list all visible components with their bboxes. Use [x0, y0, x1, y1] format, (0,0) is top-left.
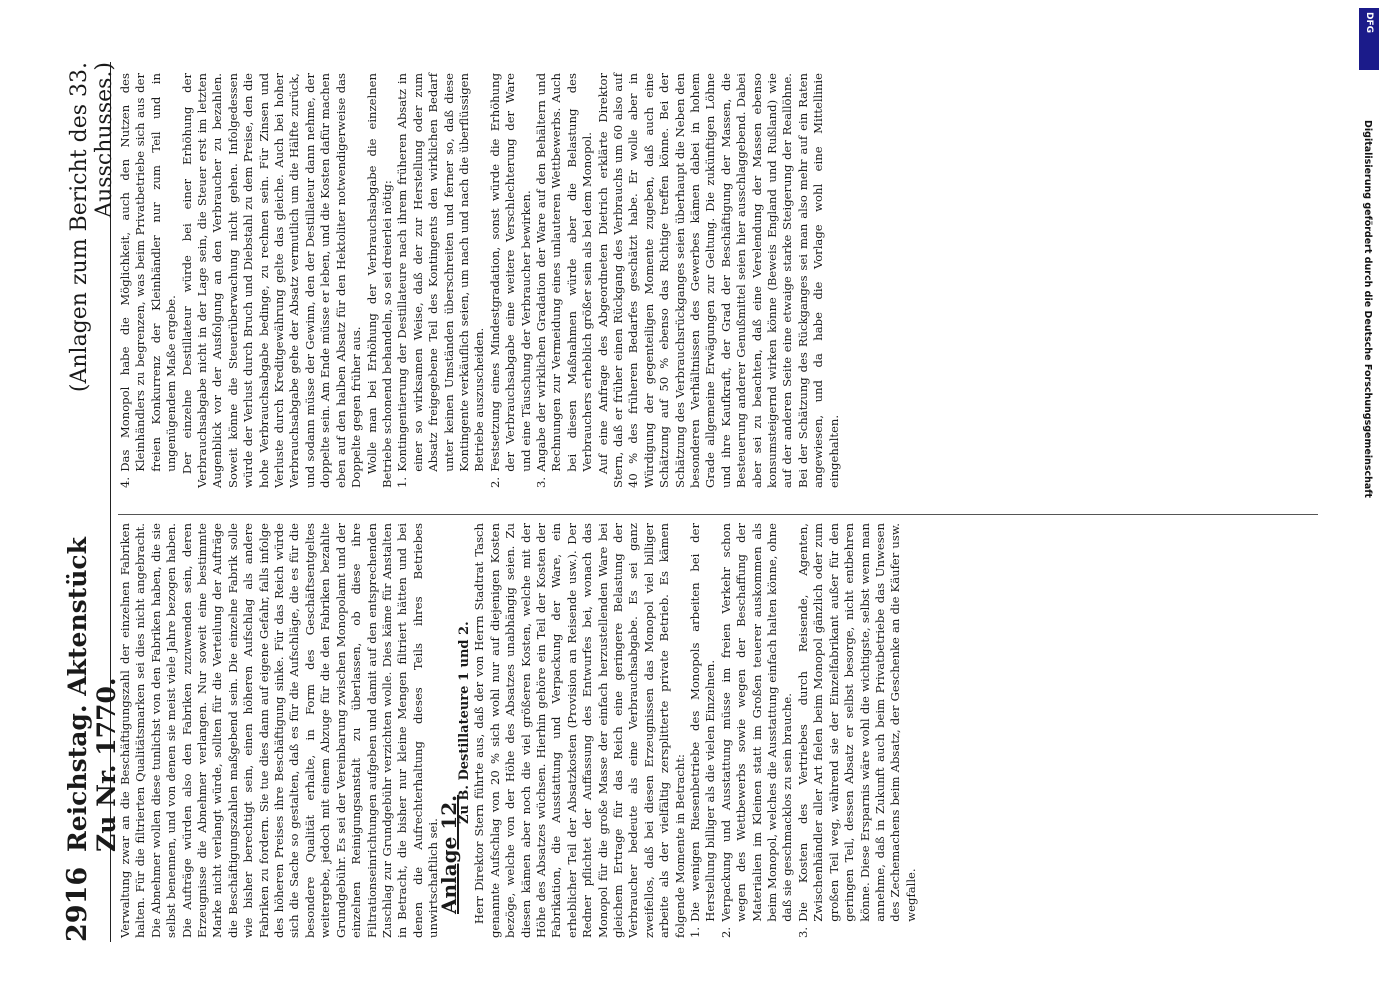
anlage-title: Anlage 12. — [436, 794, 461, 914]
numbered-list — [688, 523, 919, 938]
numbered-list — [395, 73, 595, 488]
header-title: Reichstag. Aktenstück Zu Nr. 1770. — [63, 537, 121, 852]
intro-paragraph: Verwaltung zwar an die Beschäftigungszahl der einzelnen Fabriken halten. Für die filtrierten Qualitätsmarken sei dies nicht angebracht. Die Abnehmer wollen diese tunlichst von den Fabriken haben, die sie selbst benennen, und von denen sie meist viele Jahre bezogen haben. Die Aufträge würden also den Fabriken zuzuwenden sein, deren Erzeugnisse die Abnehmer verlangen. Nur soweit eine bestimmte Marke nicht verlangt würde, sollten für die Verteilung der Aufträge die Beschäftigungszahlen maßgebend sein. Die einzelne Fabrik solle wie bisher berechtigt sein, einen höheren Aufschlag als andere Fabriken zu fordern. Sie tue dies dann auf eigene Gefahr, falls infolge des höheren Preises ihre Beschäftigung sinke. Für das Reich würde sich die Sache so gestalten, daß es für die Aufschläge, die es für die besondere Qualität erhalte, in Form des Geschäftsentgeltes weitergebe, jedoch mit einem Abzuge für die den Fabriken bezahlte Grundgebühr. Es sei der Vereinbarung zwischen Monopolamt und der einzelnen Reinigungsanstalt zu überlassen, ob diese ihre Filtrationseinrichtungen aufgeben und damit auf den entsprechenden Zuschlag zur Grundgebühr verzichten wolle. Dies käme für Anstalten in Betracht, die bisher nur kleine Mengen filtriert hätten und bei denen die Aufrechterhaltung dieses Teils ihres Betriebes unwirtschaftlich sei. — [118, 523, 441, 938]
header-subtitle: (Anlagen zum Bericht des 33. Ausschusses.) — [67, 62, 117, 393]
page-header — [62, 62, 121, 942]
right-column — [118, 73, 1338, 488]
list-item: 2.Festsetzung eines Mindestgradation, sonst würde die Erhöhung der Verbrauchsabgabe eine weitere Verschlechterung der Ware und eine Täuschung der Verbraucher bewirken. — [487, 73, 533, 488]
list-item: 1.Kontingentierung der Destillateure nach ihrem früheren Absatz in einer so wirksamen Weise, daß der zur Herstellung oder zum Absatz freigegebene Teil des Kontingents den wirklichen Bedarf unter keinen Umständen überschreiten und ferner so, daß diese Kontingente verkäuflich seien, um nach und nach die überflüssigen Betriebe auszuscheiden. — [395, 73, 487, 488]
page-number: 2916 — [62, 866, 93, 942]
column-divider — [118, 514, 1318, 515]
list-item: 1.Die wenigen Riesenbetriebe des Monopols arbeiten bei der Herstellung billiger als die vielen Einzelnen. — [688, 523, 718, 938]
paragraph: Herr Direktor Stern führte aus, daß der von Herrn Stadtrat Tasch genannte Aufschlag von 20 % sich wohl nur auf diejenigen Kosten bezöge, welche von der Höhe des Absatzes unabhängig seien. Zu diesen kämen aber noch die viel größeren Kosten, welche mit der Höhe des Absatzes wüchsen. Hierhin gehöre ein Teil der Kosten der Fabrikation, die Ausstattung und Verpackung der Ware, ein erheblicher Teil der Absatzkosten (Provision an Reisende usw.). Der Redner pflichtet der Auffassung des Entwurfes bei, wonach das Monopol für die große Masse der einfach herzustellenden Ware bei gleichem Ertrage für das Reich eine geringere Belastung der Verbraucher bedeute als eine Verbrauchsabgabe. Es sei ganz zweifellos, daß bei diesen Erzeugnissen das Monopol viel billiger arbeite als der vielfältig zersplitterte private Betrieb. Es kämen folgende Momente in Betracht: — [472, 523, 687, 938]
section-subhead: Zu B. Destillateure 1 und 2. — [456, 621, 472, 825]
paragraph: Wolle man bei Erhöhung der Verbrauchsabgabe die einzelnen Betriebe schonend behandeln, so sei dreierlei nötig: — [364, 73, 394, 488]
paragraph: Der einzelne Destillateur würde bei einer Erhöhung der Verbrauchsabgabe nicht in der Lage sein, die Steuer erst im letzten Augenblick vor der Ausfolgung an den Verbraucher zu bezahlen. Soweit könne die Steuerüberwachung nicht gehen. Infolgedessen würde der Verlust durch Bruch und Diebstahl zu dem Preise, den die hohe Verbrauchsabgabe bedinge, zu rechnen sein. Für Zinsen und Verluste durch Kreditgewährung gelte das gleiche. Auch bei hoher Verbrauchsabgabe gehe der Absatz vermutlich um die Hälfte zurück, und sodann müsse der Gewinn, den der Destillateur dann nehme, der doppelte sein. Am Ende müsse er leben, und die Kosten dafür machen eben auf den halben Absatz für den Hektoliter notwendigerweise das Doppelte gegen früher aus. — [179, 73, 364, 488]
numbered-list — [118, 73, 180, 488]
list-item: 2.Verpackung und Ausstattung müsse im freien Verkehr schon wegen des Wettbewerbs sowie wegen der Beschaffung der Materialien im Kleinen statt im Großen teuerer auskommen als beim Monopol, welches die Ausstattung einfach halten könne, ohne daß sie geschmacklos zu sein brauche. — [718, 523, 795, 938]
list-item: 4.Das Monopol habe die Möglichkeit, auch den Nutzen des Kleinhändlers zu begrenzen, was beim Privatbetriebe sich aus der freien Konkurrenz der Kleinhändler nur zum Teil und in ungenügendem Maße ergebe. — [118, 73, 179, 488]
paragraph: Auf eine Anfrage des Abgeordneten Dietrich erklärte Direktor Stern, daß er früher einen Rückgang des Verbrauchs um 60 also auf 40 % des früheren Bedarfes geschätzt habe. Er wolle aber in Würdigung der gegenteiligen Momente zugeben, daß auch eine Schätzung auf 50 % ebenso das Richtige treffen könne. Bei der Schätzung des Verbrauchsrückganges seien überhaupt die Neben den besonderen Verhältnissen des Gewerbes kämen dabei in hohem Grade allgemeine Erwägungen zur Geltung. Die zukünftigen Löhne und ihre Kaufkraft, der Grad der Beschäftigung der Massen, die Besteuerung anderer Genußmittel seien hier ausschlaggebend. Dabei aber sei zu beachten, daß eine Verelendung der Massen ebenso konsumsteigernd wirken könne (Beweis England und Rußland) wie auf der anderen Seite eine etwaige starke Steigerung der Reallöhne. Bei der Schätzung des Rückganges sei man also mehr auf ein Raten angewiesen, und da habe die Vorlage wohl eine Mittellinie eingehalten. — [595, 73, 841, 488]
list-item: 3.Angabe der wirklichen Gradation der Ware auf den Behältern und Rechnungen zur Vermeidung eines unlauteren Wettbewerbs. Auch bei diesen Maßnahmen würde aber die Belastung des Verbrauchers erheblich größer sein als bei dem Monopol. — [533, 73, 595, 488]
list-item: 3.Die Kosten des Vertriebes durch Reisende, Agenten, Zwischenhändler aller Art fielen beim Monopol gänzlich oder zum großen Teil weg, während sie der Einzelfabrikant außer für den geringen Teil, dessen Absatz er selbst besorge, nicht entbehren könne. Diese Ersparnis wäre wohl die wichtigste, selbst wenn man annehme, daß in Zukunft auch beim Privatbetriebe das Unwesen des Zechemachens beim Absatz, der Geschenke an die Käufer usw. wegfalle. — [795, 523, 918, 938]
left-column — [118, 523, 1338, 938]
digitization-note: Digitalisierung gefördert durch die Deutsche Forschungsgemeinschaft — [1362, 120, 1373, 498]
dfg-logo: DFG — [1359, 8, 1379, 70]
